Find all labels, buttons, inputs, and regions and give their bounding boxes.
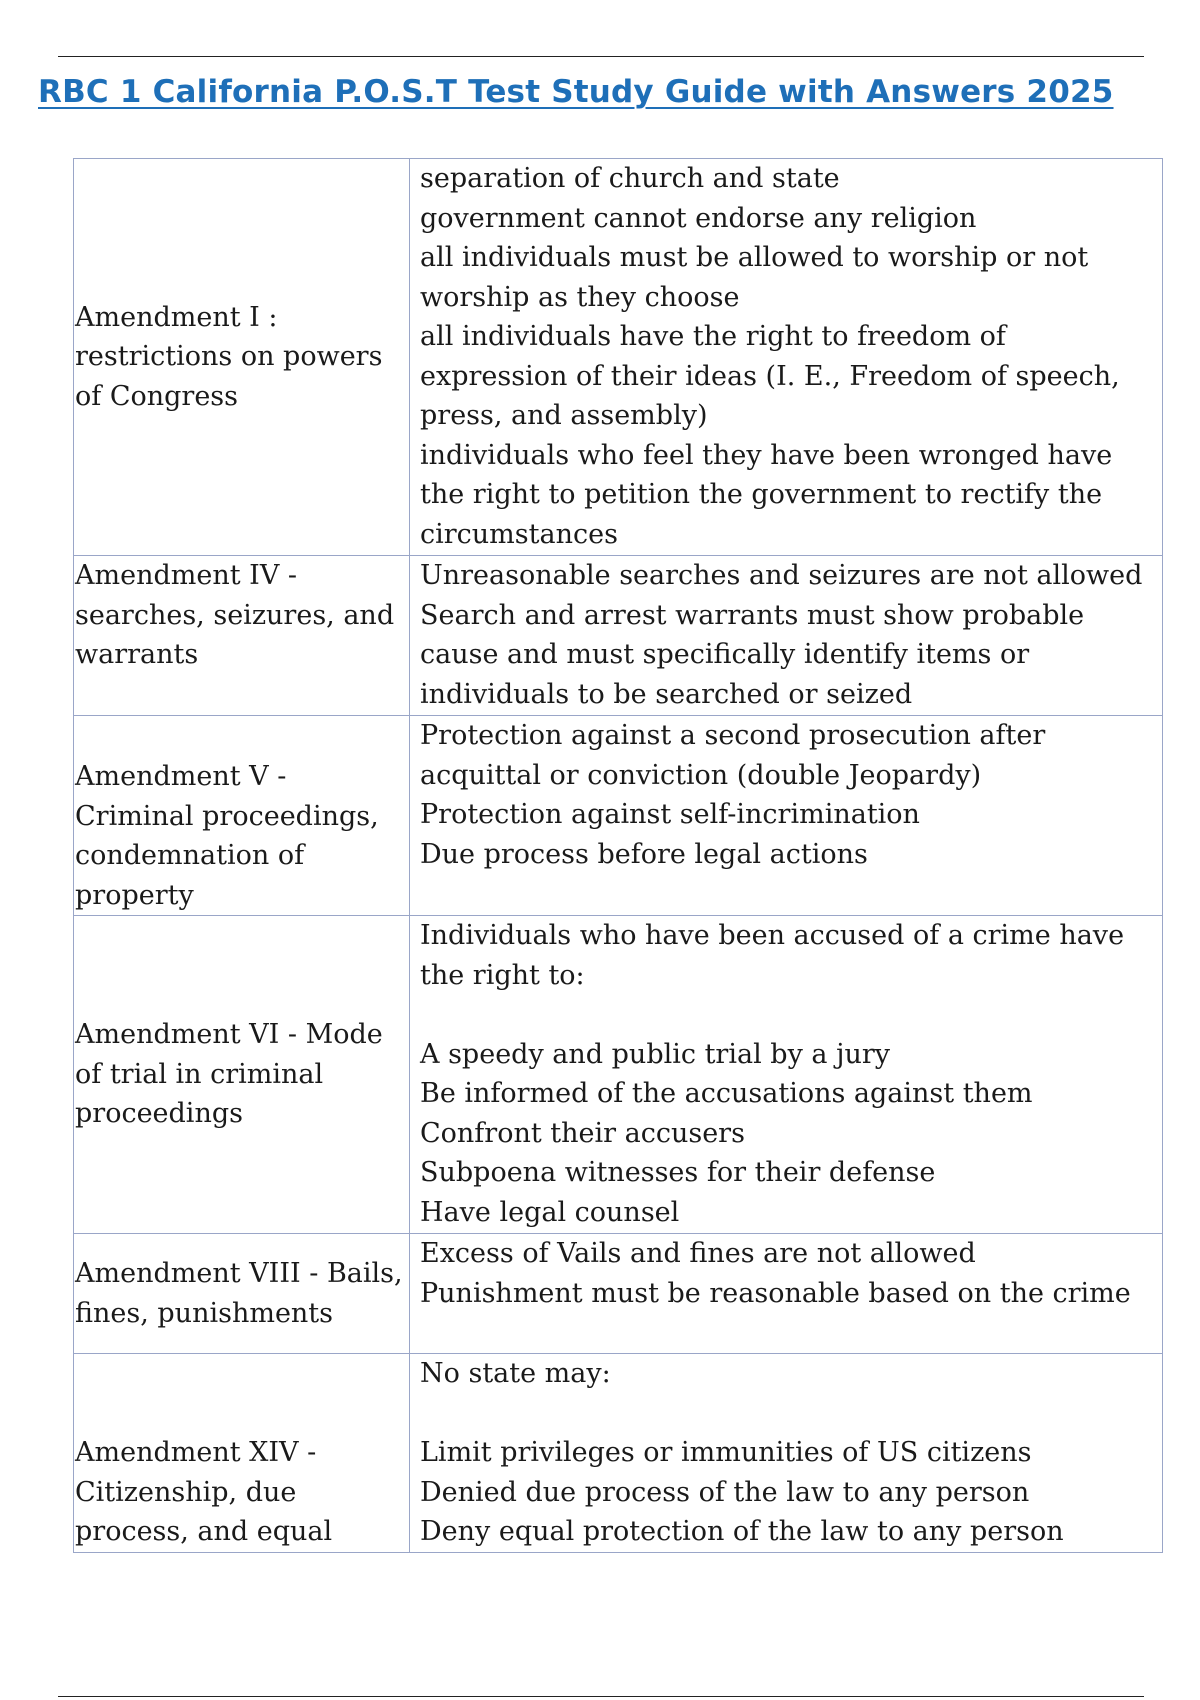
- definition-line: Limit privileges or immunities of US citizens: [420, 1437, 1032, 1468]
- definition-line: Search and arrest warrants must show probable cause and must specifically identify items or individuals to be searched or seized: [420, 599, 1085, 710]
- definition-line: No state may:: [420, 1358, 611, 1389]
- definition-cell: [410, 556, 1163, 716]
- definition-line: government cannot endorse any religion: [420, 202, 977, 234]
- study-guide-table: [73, 158, 1163, 1553]
- header-rule: [58, 56, 1144, 57]
- table-row: [74, 556, 1163, 716]
- term-cell: Amendment IV - searches, seizures, and warrants: [74, 556, 410, 716]
- term-cell: Amendment I : restrictions on powers of Congress: [74, 159, 410, 556]
- definition-line: separation of church and state: [420, 163, 840, 194]
- definition-cell: [410, 159, 1163, 556]
- table-row: [74, 159, 1163, 556]
- term-cell: Amendment VIII - Bails, fines, punishments: [74, 1234, 410, 1354]
- table-row: [74, 1234, 1163, 1354]
- blank-line: [420, 1394, 1160, 1434]
- definition-line: Punishment must be reasonable based on the crime: [420, 1277, 1131, 1309]
- definition-line: Individuals who have been accused of a crime have the right to:: [420, 920, 1125, 991]
- definition-line: Deny equal protection of the law to any person: [420, 1516, 1064, 1547]
- term-cell: Amendment XIV - Citizenship, due process, and equal: [74, 1354, 410, 1553]
- definition-cell: [410, 716, 1163, 916]
- definition-line: Protection against a second prosecution after acquittal or conviction (double Jeopardy): [420, 720, 1046, 791]
- definition-line: Subpoena witnesses for their defense: [420, 1157, 936, 1188]
- term-cell: Amendment V - Criminal proceedings, condemnation of property: [74, 716, 410, 916]
- table-row: [74, 916, 1163, 1234]
- definition-line: Unreasonable searches and seizures are not allowed: [420, 560, 1143, 591]
- definition-line: Denied due process of the law to any person: [420, 1476, 1030, 1508]
- definition-cell: [410, 916, 1163, 1234]
- definition-line: A speedy and public trial by a jury: [420, 1038, 891, 1070]
- footer-rule: [58, 1696, 1144, 1697]
- definition-line: all individuals have the right to freedom of expression of their ideas (I. E., Freedom of speech, press, and assembly): [420, 321, 1120, 431]
- definition-line: Be informed of the accusations against them: [420, 1078, 1033, 1109]
- definition-line: Due process before legal actions: [420, 838, 868, 870]
- blank-line: [420, 995, 1160, 1035]
- definition-cell: [410, 1234, 1163, 1354]
- definition-line: Protection against self-incrimination: [420, 799, 920, 830]
- definition-cell: [410, 1354, 1163, 1553]
- definition-line: individuals who feel they have been wronged have the right to petition the government to rectify the circumstances: [420, 439, 1113, 550]
- document-title: RBC 1 California P.O.S.T Test Study Guide with Answers 2025: [38, 74, 1114, 110]
- definition-line: Excess of Vails and fines are not allowed: [420, 1238, 976, 1269]
- table-row: [74, 1354, 1163, 1553]
- definition-line: Confront their accusers: [420, 1117, 745, 1149]
- definition-line: all individuals must be allowed to worship or not worship as they choose: [420, 242, 1089, 313]
- term-cell: Amendment VI - Mode of trial in criminal proceedings: [74, 916, 410, 1234]
- table-row: [74, 716, 1163, 916]
- definition-line: Have legal counsel: [420, 1196, 680, 1228]
